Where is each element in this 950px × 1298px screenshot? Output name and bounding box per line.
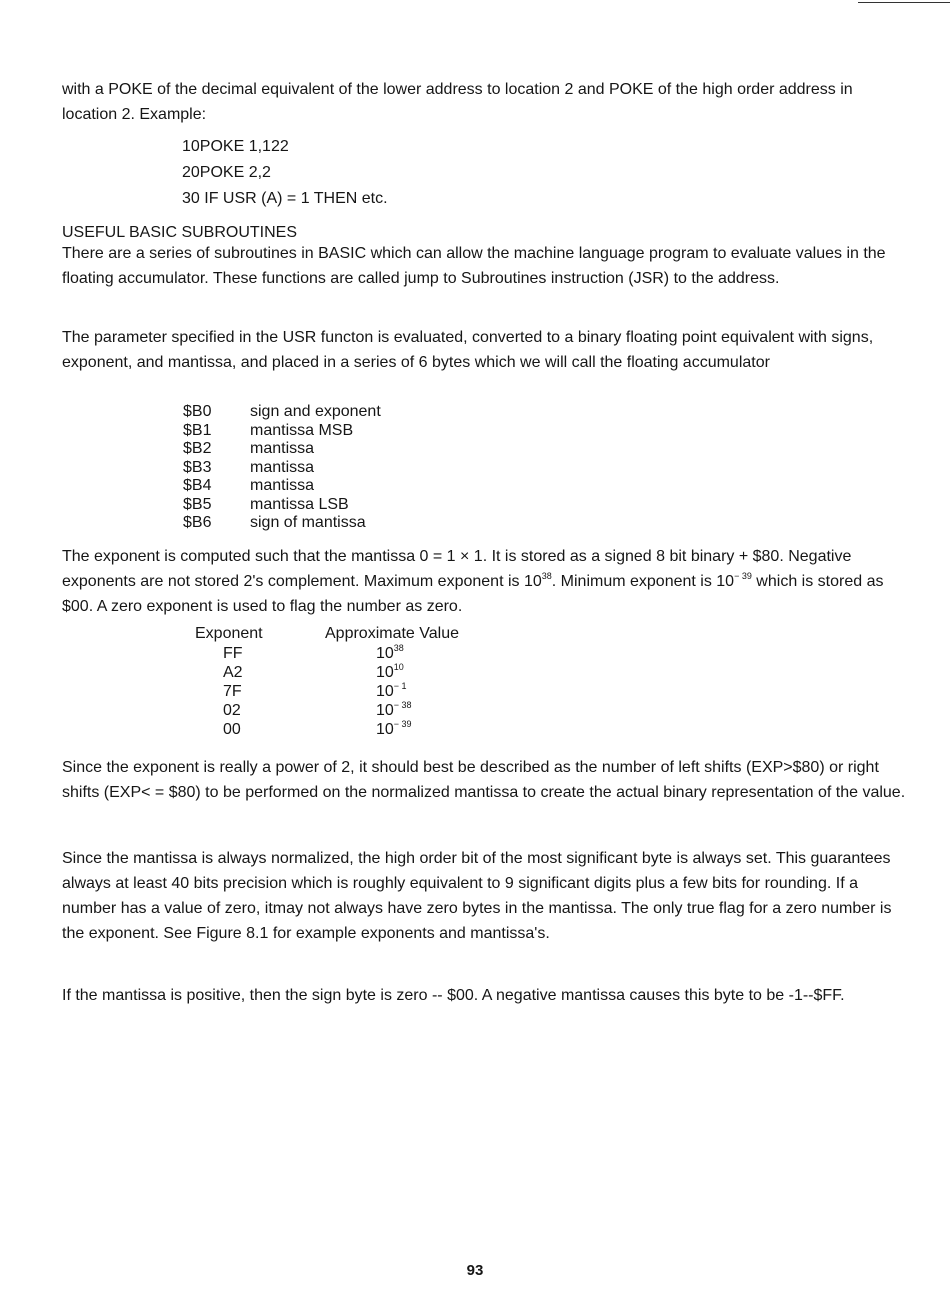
exponent-text-a: The exponent is computed such that the mantissa 0 = 1 × 1. It is stored as a signed 8 bit binary + $80. Negative exponents are not stored 2's complement. Maximum exponent is 10 [62,548,852,590]
section-heading: USEFUL BASIC SUBROUTINES [62,224,298,241]
register-description: mantissa LSB [250,495,349,513]
value-power: 38 [393,643,404,653]
register-address: $B3 [183,458,212,476]
register-address: $B4 [183,477,212,494]
register-address: $B6 [183,514,212,531]
value-cell [376,701,456,720]
register-address: $B0 [183,403,212,420]
table-row [195,701,459,720]
register-row [183,459,381,478]
top-rule [858,2,950,3]
exponent-superscript: − 39 [734,571,752,581]
register-description: sign of mantissa [250,514,366,531]
value-cell [376,644,456,663]
register-description: mantissa [250,458,315,476]
register-description: mantissa MSB [250,421,354,439]
exponent-text-c: which is stored as $00. A zero exponent is used to flag the number as zero. [62,573,884,615]
page-number: 93 [466,1262,484,1279]
register-address: $B5 [183,495,212,513]
paragraph-subroutines: There are a series of subroutines in BASIC which can allow the machine language program to evaluate values in the floating accumulator. These functions are called jump to Subroutines instruction (JSR) to the address. [62,245,886,287]
exponent-cell: FF [223,645,243,662]
exponent-cell: 00 [223,721,241,738]
value-power: 10 [393,662,404,672]
paragraph-normalized: Since the mantissa is always normalized, the high order bit of the most significant byte is always set. This guarantees always at least 40 bits precision which is roughly equivalent to 9 significant digits plus a few bits for rounding. If a number has a value of zero, itmay not always have zero bytes in the mantissa. The only true flag for a zero number is the exponent. See Figure 8.1 for example exponents and mantissa's. [62,850,892,942]
register-description: mantissa [250,477,315,494]
value-base: 10 [376,645,394,662]
value-power: − 38 [393,700,412,710]
register-address: $B1 [183,421,212,439]
code-example [182,134,388,212]
exponent-cell: A2 [223,664,243,681]
value-base: 10 [376,683,394,700]
exponent-text-b: . Minimum exponent is 10 [551,573,735,590]
value-power: − 39 [393,719,412,729]
register-list [183,403,381,533]
register-row [183,440,381,459]
paragraph-exponent [62,544,907,619]
register-row [183,477,381,496]
code-line: 30 IF USR (A) = 1 THEN etc. [182,190,388,207]
value-base: 10 [376,702,394,719]
exponent-superscript: 38 [541,571,552,581]
code-line: 20POKE 2,2 [182,164,271,181]
exponent-cell: 7F [223,683,242,700]
register-row [183,403,381,422]
value-cell [376,720,456,739]
paragraph-shifts: Since the exponent is really a power of 2, it should best be described as the number of left shifts (EXP>$80) or right shifts (EXP< = $80) to be performed on the normalized mantissa to create the actual binary representation of the value. [62,759,906,801]
register-description: sign and exponent [250,403,381,420]
table-row [195,720,459,739]
table-header [195,624,459,644]
value-base: 10 [376,664,394,681]
paragraph-sign-byte: If the mantissa is positive, then the sign byte is zero -- $00. A negative mantissa causes this byte to be -1--$FF. [62,987,845,1004]
value-cell [376,663,456,682]
code-line: 10POKE 1,122 [182,138,289,155]
register-address: $B2 [183,440,212,457]
table-row [195,644,459,663]
paragraph-parameter: The parameter specified in the USR functon is evaluated, converted to a binary floating point equivalent with signs, exponent, and mantissa, and placed in a series of 6 bytes which we will call the floating accumulator [62,329,874,371]
register-row [183,422,381,441]
register-row [183,496,381,515]
value-cell [376,682,456,701]
table-row [195,663,459,682]
table-row [195,682,459,701]
value-base: 10 [376,721,394,738]
column-header-value: Approximate Value [325,625,459,642]
paragraph-poke-intro: with a POKE of the decimal equivalent of the lower address to location 2 and POKE of the high order address in location 2. Example: [62,81,853,123]
column-header-exponent: Exponent [195,625,263,642]
value-power: − 1 [393,681,407,691]
register-row [183,514,381,533]
exponent-cell: 02 [223,702,241,719]
register-description: mantissa [250,440,315,457]
exponent-table [195,624,459,739]
